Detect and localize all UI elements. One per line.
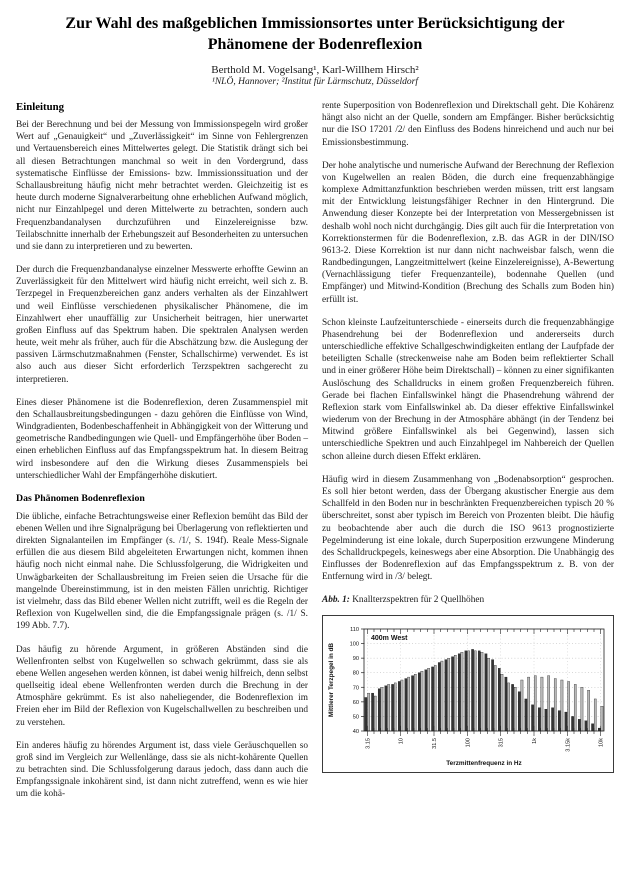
figure-caption-text: Knallterzspektren für 2 Quellhöhen (349, 595, 485, 606)
paragraph: Häufig wird in diesem Zusammenhang von „Bodenabsorption“ gesprochen. Es soll hier betont werden, dass der Übergang akustischer Energie aus dem Schallfeld in den Boden nur in beschränkten Frequenzbereichen typisch 20 % überschreitet, sonst aber typisch im Bereich von Prozenten bleibt. Die häufig zu beobachtende aber auch die durch die ISO 9613 prognostizierte Pegelminderung ist eine lokale, durch Superposition erzwungene Minderung des Schalldruckpegels, keineswegs aber eine Absorption. Die Unabhängig des Einflusses der Bodenreflexion auf das Empfangsspektrum z. B. von der Entfernung wird in /3/ belegt. (322, 474, 614, 583)
two-column-body (16, 100, 614, 812)
paragraph: Schon kleinste Laufzeitunterschiede - einerseits durch die frequenzabhängige Phasendrehung bei der Bodenreflexion und andererseits durch unterschiedliche effektive Schallgeschwindigkeiten entlang der Laufpfade der beteiligten Schalle (streckenweise nahe am Boden beim reflektierter Schall und in einer größerer Höhe beim Direktschall) – können zu einer signifikanten Auslöschung des Schalldrucks in einem großen Frequenzbereich führen. Gerade bei flachen Einfallswinkel hängt die Phasendrehung während der Reflexion stark vom Einfallswinkel ab. Da dieser effektive Einfallswinkel wiederum von der Brechung in der Atmosphäre abhängt (in der Tendenz bei Mitwind größere Einfallswinkel als bei Gegenwind), lassen sich unterschiedliche Spektren und auch Einzahlpegel im Nahbereich der Quellen schon alleine durch diesen Effekt erklären. (322, 317, 614, 462)
svg-text:60: 60 (352, 699, 359, 706)
svg-text:315: 315 (498, 737, 505, 747)
figure-caption (322, 594, 614, 606)
figure-1-frame (322, 615, 614, 773)
svg-text:1k: 1k (532, 737, 538, 744)
svg-text:31.5: 31.5 (432, 737, 438, 749)
affiliations-line: ¹NLÖ, Hannover; ²Institut für Lärmschutz, Düsseldorf (212, 76, 418, 87)
paper-header (0, 0, 630, 87)
paragraph: Der durch die Frequenzbandanalyse einzelner Messwerte erhoffte Gewinn an Zuverlässigkeit für den Mittelwert wird häufig nicht erreicht, weil sich z. B. Terzpegel in Frequenzbereichen ganz anders verhalten als der Einzahlwert und weil Einflüsse verschiedenen physikalischer Phänomene, die im Einzahlwert eher unauffällig zur Unsicherheit beitragen, hier unerwartet großen Einfluss auf das Spektrum haben. Die spektralen Analysen werden heute, weit mehr als früher, auch für die Abschätzung bzw. die Auslegung der passiven Lärmschutzmaßnahmen (Fenster, Schallschirme) verwendet. Es ist also auch aus dieser Sicht erforderlich Terzspektren sachgerecht zu interpretieren. (16, 265, 308, 385)
paragraph: Bei der Berechnung und bei der Messung von Immissionspegeln wird großer Wert auf „Genauigkeit“ und „Zuverlässigkeit“ im Sinne von Fehlergrenzen und Vertauensbereich eines Mittelwertes gelegt. Die Statistik drängt sich bei all diesen Betrachtungen manchmal so weit in den Vordergrund, dass systematische Einflüsse der Emissions- bzw. Immissionssituation und der Schallausbreitung häufig nicht mehr betrachtet werden. Gleichzeitig ist es heute durch moderne Signalverarbeitung ohne erheblichen Aufwand möglich, nicht nur Einzahlpegel und deren Mittelwerte zu betrachten, sondern auch Frequenzbandanalysen durchzuführen und Einzelereignisse bzw. Teilabschnitte innerhalb der Erhebungszeit auf Besonderheiten zu untersuchen und sie dann zu interpretieren und zu bewerten. (16, 120, 308, 252)
paragraph: rente Superposition von Bodenreflexion und Direktschall geht. Die Kohärenz hängt also nicht an der Quelle, sondern am Empfänger. Bisher berücksichtig nur die ISO 17201 /2/ den Einfluss des Bodens hinreichend und auch nur bei Emissionsbestimmung. (322, 101, 614, 148)
left-column (16, 100, 308, 812)
svg-text:Mittlerer Terzpegel in dB: Mittlerer Terzpegel in dB (328, 642, 335, 717)
svg-text:Terzmittenfrequenz in Hz: Terzmittenfrequenz in Hz (446, 759, 522, 767)
paragraph: Der hohe analytische und numerische Aufwand der Berechnung der Reflexion von Kugelwellen an realen Böden, die durch eine frequenzabhängige komplexe Admittanzfunktion beschrieben werden müssen, tritt erst langsam mit der Entwicklung leistungsfähiger Rechner in den Hintergrund. Die Anwendung dieser Konzepte bei der Interpretation von Messergebnissen ist deshalb wohl noch nicht durchgängig. Dies gilt auch für die Interpretation von Korrektionstermen für die Bodenreflexion, z.B. das AGR in der DIN/ISO 9613-2. Diese Korrektion ist nur dann nicht nachweisbar falsch, wenn die Randbedingungen, Langzeitmittelwert (keine Einzelereignisse), A-Bewertung (Vernachlässigung tiefer Frequenzanteile), bodennahe Quellen (und Empfänger) und Mitwind-Kondition (Brechung des Schalls zum Boden hin) erfüllt ist. (322, 160, 614, 305)
svg-text:100: 100 (465, 737, 472, 747)
svg-text:70: 70 (352, 684, 359, 691)
svg-text:400m West: 400m West (371, 634, 408, 642)
svg-text:3.15: 3.15 (365, 737, 372, 749)
section-heading-einleitung: Einleitung (16, 101, 65, 113)
svg-text:80: 80 (352, 670, 359, 677)
svg-text:50: 50 (352, 713, 359, 720)
svg-text:100: 100 (349, 641, 359, 648)
paragraph: Die übliche, einfache Betrachtungsweise einer Reflexion bemüht das Bild der ebenen Wellen und ihre Signalprägung bei Überlagerung von reflektierten und direkten Signalanteilen im Empfänger (s. /1/, S. 194f). Reale Mess-Signale erfüllen die aus diesem Bild abgeleiteten Erwartungen nicht, kommen ihnen häufig noch nicht einmal nahe. Die Schlussfolgerung, die Widrigkeiten und Unwägbarkeiten der Schallausbreitung im Freien seien die Ursache für die mangelnde Übereinstimmung, ist in den meisten Fällen unrichtig. Richtiger ist vielmehr, dass das Bild ebener Wellen nicht zutrifft, weil es die Regeln der Reflexion von Kugelwellen sind, die die Empfangssignale prägen (s. /1/ S. 199 Abb. 7.7). (16, 511, 308, 632)
figure-caption-label: Abb. 1: (322, 595, 350, 606)
svg-text:110: 110 (350, 626, 359, 633)
section-heading-phaenomen: Das Phänomen Bodenreflexion (16, 492, 145, 504)
svg-text:10: 10 (398, 737, 405, 744)
svg-text:3.15k: 3.15k (565, 737, 572, 752)
svg-text:90: 90 (352, 655, 359, 662)
authors-line: Berthold M. Vogelsang¹, Karl-Willhem Hirsch² (211, 63, 419, 76)
paragraph: Das häufig zu hörende Argument, in größeren Abständen sind die Wellenfronten selbst von Kugelwellen so schwach gekrümmt, dass sie als ebene Wellen angesehen werden können, ist dabei wenig hilfreich, denn selbst quellseitig ideal ebene Wellenfronten werden durch die Brechung in der Atmosphäre gekrümmt. Es ist also naheliegender, die Bodenreflexion im Freien eher im Bild der Reflexion von Kugelschallwellen zu beschreiben und zu verstehen. (16, 644, 308, 728)
paragraph: Ein anderes häufig zu hörendes Argument ist, dass viele Geräuschquellen so groß sind im Vergleich zur Wellenlänge, dass sie als nicht-kohärente Quellen zu betrachten sind. Die Schlussfolgerung daraus jedoch, dass dann auch die Empfangssignale inkohärent sind, ist dann nicht zutreffend, wenn es wie hier um die kohä- (16, 740, 308, 800)
paragraph: Eines dieser Phänomene ist die Bodenreflexion, deren Zusammenspiel mit den Schallausbreitungsbedingungen - dazu gehören die Einflüsse von Wind, Windgradienten, Bodenbeschaffenheit in Abhängigkeit von der Witterung und geometrische Randbedingungen wie Quell- und Empfängerhöhe über Boden – einen erheblichen Einfluss auf das Empfangsspektrum hat. In diesem Beitrag wird insbesondere auf den die Wirkung dieses Zusammenspiels bei unterschiedlicher Wahl der Empfängerhöhe diskutiert. (16, 397, 308, 481)
page-title: Zur Wahl des maßgeblichen Immissionsortes unter Berücksichtigung der Phänomene der Bodenreflexion (65, 15, 565, 53)
right-column (322, 100, 614, 812)
knallterzspektren-chart (326, 619, 610, 769)
svg-text:40: 40 (352, 728, 359, 735)
svg-text:10k: 10k (598, 737, 605, 747)
